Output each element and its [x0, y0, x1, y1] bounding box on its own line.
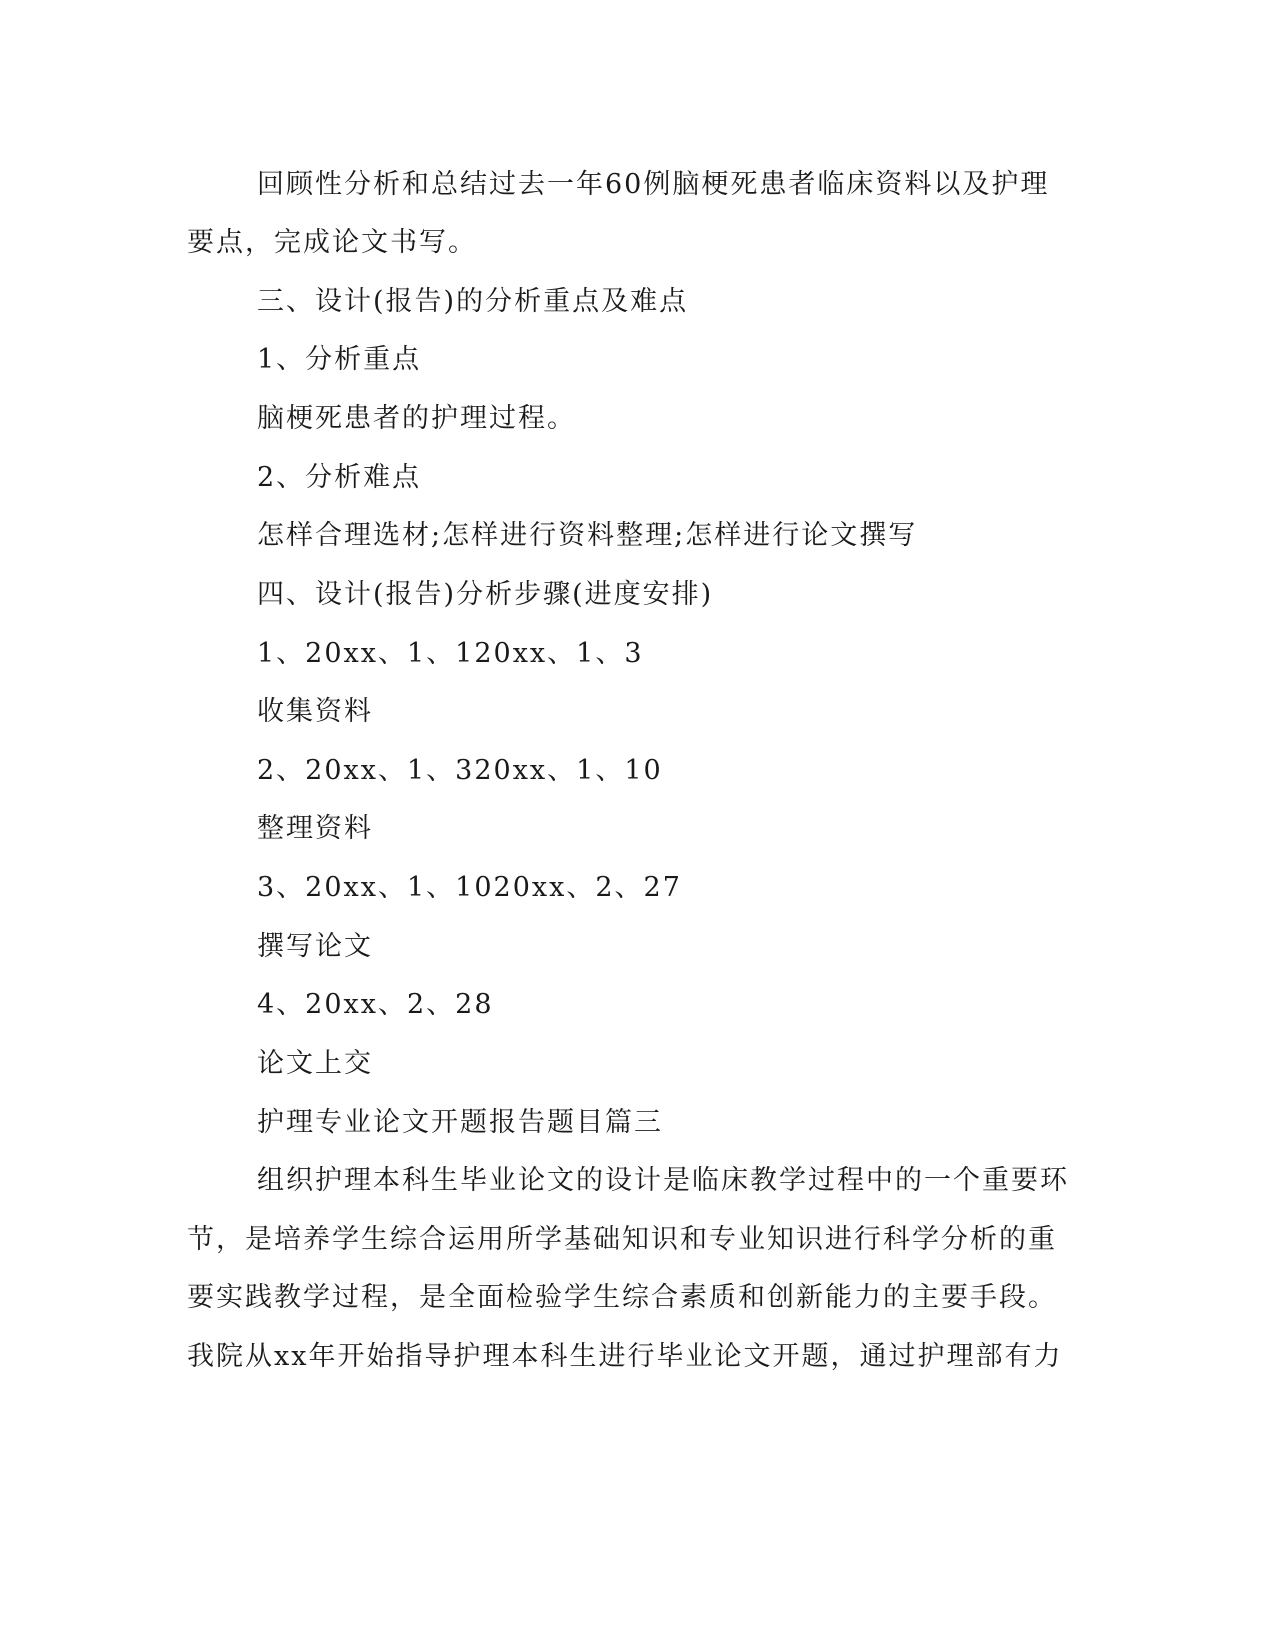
section-heading: 四、设计(报告)分析步骤(进度安排) [257, 579, 714, 610]
paragraph-line: 节，是培养学生综合运用所学基础知识和专业知识进行科学分析的重 [187, 1224, 1057, 1255]
article-title: 护理专业论文开题报告题目篇三 [257, 1107, 663, 1138]
subsection-heading: 2、分析难点 [257, 462, 422, 493]
paragraph-line: 回顾性分析和总结过去一年60例脑梗死患者临床资料以及护理 [257, 169, 1050, 200]
schedule-task: 整理资料 [257, 813, 373, 844]
schedule-item: 4、20xx、2、28 [257, 989, 494, 1020]
section-heading: 三、设计(报告)的分析重点及难点 [257, 286, 689, 317]
schedule-task: 撰写论文 [257, 931, 373, 962]
schedule-item: 1、20xx、1、120xx、1、3 [257, 638, 644, 669]
schedule-task: 收集资料 [257, 696, 373, 727]
paragraph-line: 我院从xx年开始指导护理本科生进行毕业论文开题，通过护理部有力 [187, 1341, 1063, 1372]
paragraph-line: 怎样合理选材;怎样进行资料整理;怎样进行论文撰写 [257, 520, 918, 551]
schedule-item: 3、20xx、1、1020xx、2、27 [257, 872, 682, 903]
paragraph-line: 脑梗死患者的护理过程。 [257, 403, 576, 434]
subsection-heading: 1、分析重点 [257, 344, 422, 375]
paragraph-line: 组织护理本科生毕业论文的设计是临床教学过程中的一个重要环 [257, 1165, 1069, 1196]
paragraph-line: 要实践教学过程，是全面检验学生综合素质和创新能力的主要手段。 [187, 1282, 1057, 1313]
schedule-item: 2、20xx、1、320xx、1、10 [257, 755, 663, 786]
paragraph-line: 要点，完成论文书写。 [187, 227, 477, 258]
schedule-task: 论文上交 [257, 1048, 373, 1079]
